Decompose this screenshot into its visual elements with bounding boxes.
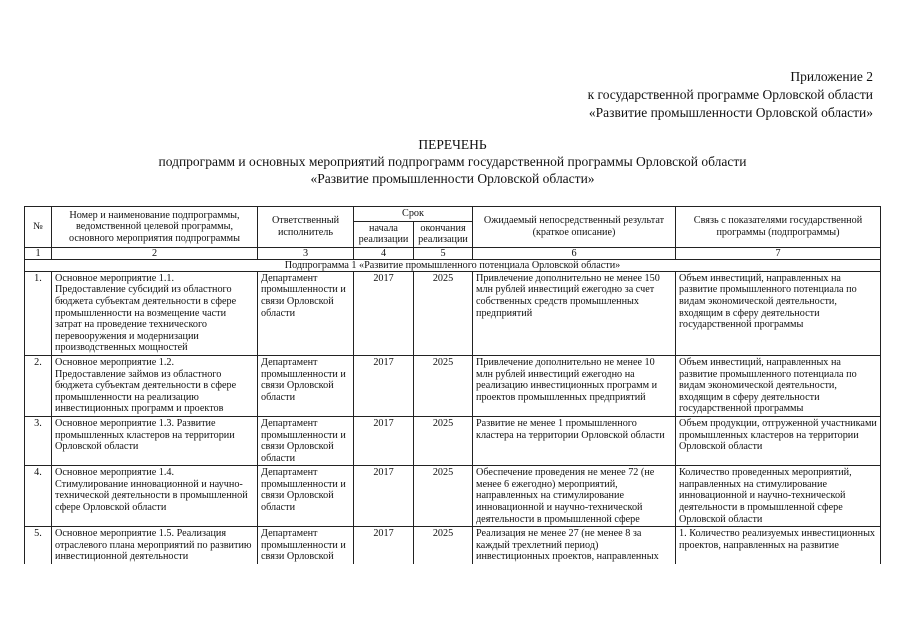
row-link: Количество проведенных мероприятий, направленных на стимулирование инновационной и научно-технической деятельности в промышленной сфере Орловской области bbox=[676, 466, 881, 527]
document-title bbox=[0, 136, 905, 187]
row-link: Объем продукции, отгруженной участниками промышленных кластеров на территории Орловской области bbox=[676, 416, 881, 465]
row-name: Основное мероприятие 1.5. Реализация отраслевого плана мероприятий по развитию инвестиционной деятельности bbox=[52, 527, 258, 564]
row-result: Обеспечение проведения не менее 72 (не менее 6 ежегодно) мероприятий, направленных на стимулирование инновационной и научно-технической деятельности в промышленной сфере bbox=[473, 466, 676, 527]
header-name: Номер и наименование подпрограммы, ведомственной целевой программы, основного мероприятия подпрограммы bbox=[52, 207, 258, 248]
column-numbers-row bbox=[25, 247, 881, 259]
appendix-line-2: к государственной программе Орловской области bbox=[587, 87, 873, 102]
column-number: 1 bbox=[25, 247, 52, 259]
row-name: Основное мероприятие 1.4. Стимулирование инновационной и научно-технической деятельности в промышленной сфере Орловской области bbox=[52, 466, 258, 527]
row-num: 4. bbox=[25, 466, 52, 527]
column-number: 6 bbox=[473, 247, 676, 259]
column-number: 5 bbox=[414, 247, 473, 259]
row-start: 2017 bbox=[354, 466, 414, 527]
table-row bbox=[25, 527, 881, 564]
row-end: 2025 bbox=[414, 355, 473, 416]
row-num: 2. bbox=[25, 355, 52, 416]
header-executor: Ответственный исполнитель bbox=[258, 207, 354, 248]
subprogram-row bbox=[25, 259, 881, 271]
appendix-header bbox=[588, 68, 873, 122]
header-num: № bbox=[25, 207, 52, 248]
row-result: Привлечение дополнительно не менее 150 млн рублей инвестиций ежегодно за счет собственных средств промышленных предприятий bbox=[473, 271, 676, 355]
row-end: 2025 bbox=[414, 271, 473, 355]
appendix-line-3: «Развитие промышленности Орловской области» bbox=[588, 105, 873, 120]
row-link: Объем инвестиций, направленных на развитие промышленного потенциала по видам экономической деятельности, входящим в сферу деятельности государственной программы bbox=[676, 271, 881, 355]
row-start: 2017 bbox=[354, 416, 414, 465]
column-number: 3 bbox=[258, 247, 354, 259]
row-start: 2017 bbox=[354, 271, 414, 355]
row-end: 2025 bbox=[414, 466, 473, 527]
row-num: 1. bbox=[25, 271, 52, 355]
row-executor: Департамент промышленности и связи Орловской области bbox=[258, 271, 354, 355]
header-term: Срок bbox=[354, 207, 473, 222]
row-result: Развитие не менее 1 промышленного кластера на территории Орловской области bbox=[473, 416, 676, 465]
table-row bbox=[25, 355, 881, 416]
row-end: 2025 bbox=[414, 416, 473, 465]
header-link: Связь с показателями государственной программы (подпрограммы) bbox=[676, 207, 881, 248]
row-executor: Департамент промышленности и связи Орловской области bbox=[258, 416, 354, 465]
table-row bbox=[25, 416, 881, 465]
row-num: 3. bbox=[25, 416, 52, 465]
row-num: 5. bbox=[25, 527, 52, 564]
row-start: 2017 bbox=[354, 527, 414, 564]
title-line-1: ПЕРЕЧЕНЬ bbox=[418, 137, 487, 152]
row-result: Реализация не менее 27 (не менее 8 за каждый трехлетний период) инвестиционных проектов, направленных bbox=[473, 527, 676, 564]
row-result: Привлечение дополнительно не менее 10 млн рублей инвестиций ежегодно на реализацию инвестиционных программ и проектов промышленных предприятий bbox=[473, 355, 676, 416]
title-line-3: «Развитие промышленности Орловской области» bbox=[310, 171, 595, 186]
row-executor: Департамент промышленности и связи Орловской области bbox=[258, 466, 354, 527]
row-end: 2025 bbox=[414, 527, 473, 564]
header-end: окончания реализации bbox=[414, 221, 473, 247]
appendix-line-1: Приложение 2 bbox=[790, 69, 873, 84]
row-start: 2017 bbox=[354, 355, 414, 416]
row-executor: Департамент промышленности и связи Орловской bbox=[258, 527, 354, 564]
measures-table bbox=[24, 206, 881, 564]
table-row bbox=[25, 271, 881, 355]
column-number: 2 bbox=[52, 247, 258, 259]
title-line-2: подпрограмм и основных мероприятий подпрограмм государственной программы Орловской области bbox=[158, 154, 747, 169]
header-start: начала реализации bbox=[354, 221, 414, 247]
header-row bbox=[25, 207, 881, 222]
subprogram-title: Подпрограмма 1 «Развитие промышленного потенциала Орловской области» bbox=[25, 259, 881, 271]
row-link: Объем инвестиций, направленных на развитие промышленного потенциала по видам экономической деятельности, входящим в сферу деятельности государственной программы bbox=[676, 355, 881, 416]
row-name: Основное мероприятие 1.2. Предоставление займов из областного бюджета субъектам деятельности в сфере промышленности на реализацию инвестиционных программ и проектов bbox=[52, 355, 258, 416]
row-link: 1. Количество реализуемых инвестиционных проектов, направленных на развитие bbox=[676, 527, 881, 564]
row-executor: Департамент промышленности и связи Орловской области bbox=[258, 355, 354, 416]
row-name: Основное мероприятие 1.1. Предоставление субсидий из областного бюджета субъектам деятельности в сфере промышленности на возмещение части затрат на проведение технического перевооружения и модернизации производственных мощностей bbox=[52, 271, 258, 355]
header-result: Ожидаемый непосредственный результат (краткое описание) bbox=[473, 207, 676, 248]
row-name: Основное мероприятие 1.3. Развитие промышленных кластеров на территории Орловской области bbox=[52, 416, 258, 465]
column-number: 7 bbox=[676, 247, 881, 259]
column-number: 4 bbox=[354, 247, 414, 259]
table-row bbox=[25, 466, 881, 527]
